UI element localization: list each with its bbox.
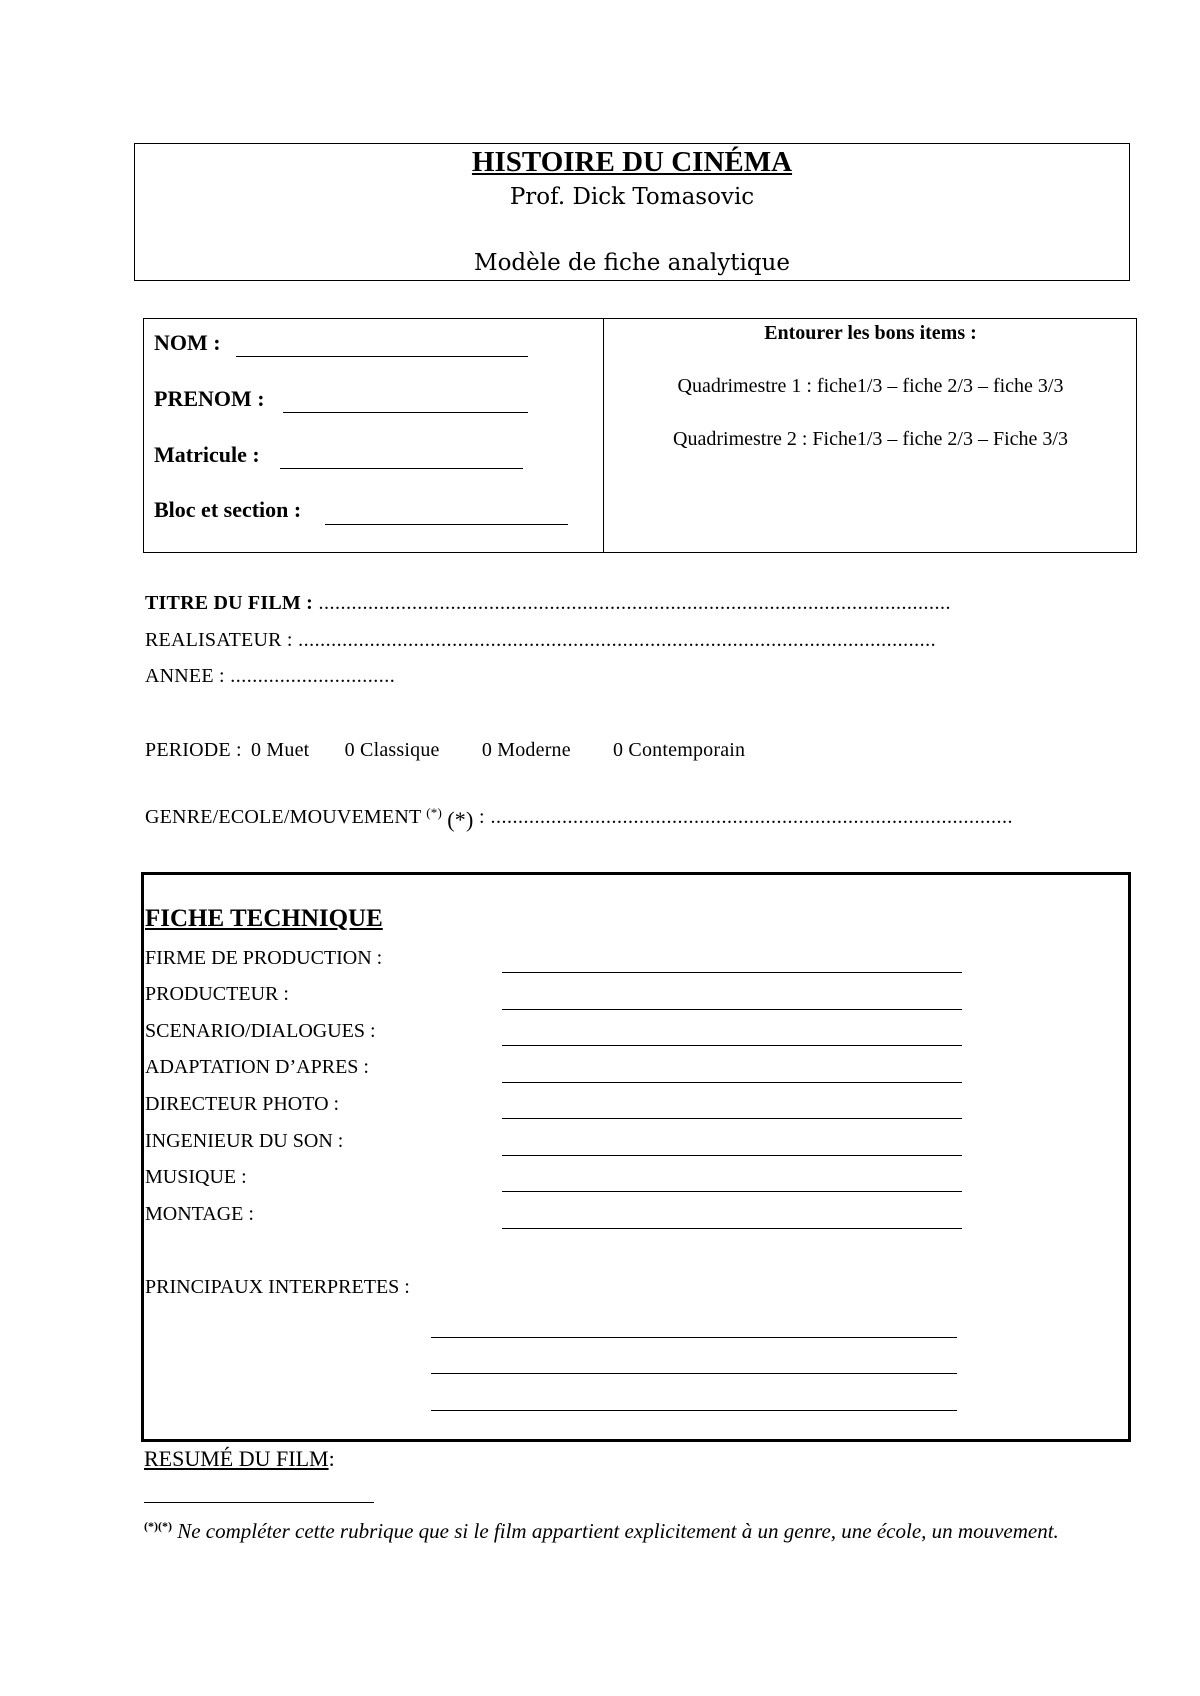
period-option-moderne[interactable]: 0 Moderne: [481, 739, 571, 761]
adaptation-field[interactable]: [502, 1082, 962, 1083]
scenario-dialogues-label: SCENARIO/DIALOGUES :: [145, 1020, 376, 1042]
quadrimestre-1-options[interactable]: Quadrimestre 1 : fiche1/3 – fiche 2/3 – fiche 3/3: [677, 375, 1064, 397]
prenom-label: PRENOM :: [154, 386, 265, 411]
period-row: [145, 739, 745, 762]
period-option-classique[interactable]: 0 Classique: [344, 739, 440, 761]
ingenieur-son-field[interactable]: [502, 1155, 962, 1156]
film-title-label: TITRE DU FILM :: [145, 592, 314, 614]
musique-field[interactable]: [502, 1191, 962, 1192]
genre-field[interactable]: : ...............................................................................................: [473, 806, 1014, 828]
producteur-field[interactable]: [502, 1009, 962, 1010]
period-option-muet[interactable]: 0 Muet: [251, 739, 310, 761]
firme-production-field[interactable]: [502, 972, 962, 973]
adaptation-label: ADAPTATION D’APRES :: [145, 1056, 369, 1078]
footnote-separator: [144, 1502, 374, 1503]
film-title-row: [145, 592, 951, 615]
nom-field[interactable]: [236, 356, 528, 357]
document-subtitle: Modèle de fiche analytique: [474, 250, 790, 276]
genre-row: [145, 805, 1013, 833]
bloc-section-label: Bloc et section :: [154, 497, 302, 522]
year-label: ANNEE :: [145, 665, 225, 687]
nom-label: NOM :: [154, 330, 221, 355]
montage-field[interactable]: [502, 1228, 962, 1229]
prenom-field[interactable]: [283, 412, 528, 413]
montage-label: MONTAGE :: [145, 1203, 254, 1225]
interprete-field-2[interactable]: [431, 1373, 957, 1374]
film-title-field[interactable]: ...................................................................................................................: [313, 592, 952, 614]
interprete-field-3[interactable]: [431, 1410, 957, 1411]
matricule-label: Matricule :: [154, 442, 260, 467]
musique-label: MUSIQUE :: [145, 1166, 247, 1188]
footnote: [144, 1512, 1084, 1545]
document-title: HISTOIRE DU CINÉMA: [471, 146, 793, 178]
period-label: PERIODE :: [145, 739, 242, 761]
footnote-marker: (*)(*): [144, 1519, 172, 1533]
director-field[interactable]: ....................................................................................................................: [292, 629, 937, 651]
director-row: [145, 629, 936, 652]
scenario-dialogues-field[interactable]: [502, 1045, 962, 1046]
genre-footnote-mark-large: (*): [447, 807, 474, 832]
directeur-photo-label: DIRECTEUR PHOTO :: [145, 1093, 340, 1115]
genre-label: GENRE/ECOLE/MOUVEMENT: [145, 806, 422, 828]
matricule-field[interactable]: [280, 468, 523, 469]
ingenieur-son-label: INGENIEUR DU SON :: [145, 1130, 344, 1152]
principaux-interpretes-label: PRINCIPAUX INTERPRETES :: [145, 1276, 410, 1298]
year-row: [145, 665, 395, 688]
quadrimestre-2-options[interactable]: Quadrimestre 2 : Fiche1/3 – fiche 2/3 – Fiche 3/3: [673, 428, 1068, 450]
period-option-contemporain[interactable]: 0 Contemporain: [613, 739, 746, 761]
interprete-field-1[interactable]: [431, 1337, 957, 1338]
resume-heading: [144, 1446, 335, 1472]
footnote-text: Ne compléter cette rubrique que si le film appartient explicitement à un genre, une école, un mouvement.: [171, 1519, 1059, 1543]
year-field[interactable]: ..............................: [224, 665, 396, 687]
circle-items-title: Entourer les bons items :: [764, 322, 977, 344]
bloc-section-field[interactable]: [325, 524, 568, 525]
producteur-label: PRODUCTEUR :: [145, 983, 289, 1005]
professor-name: Prof. Dick Tomasovic: [509, 184, 755, 210]
genre-footnote-mark-small: (*): [426, 805, 443, 820]
firme-production-label: FIRME DE PRODUCTION :: [145, 947, 383, 969]
fiche-technique-title: FICHE TECHNIQUE: [145, 905, 383, 932]
director-label: REALISATEUR :: [145, 629, 293, 651]
resume-colon: :: [328, 1446, 335, 1471]
resume-label: RESUMÉ DU FILM: [144, 1446, 329, 1471]
directeur-photo-field[interactable]: [502, 1118, 962, 1119]
